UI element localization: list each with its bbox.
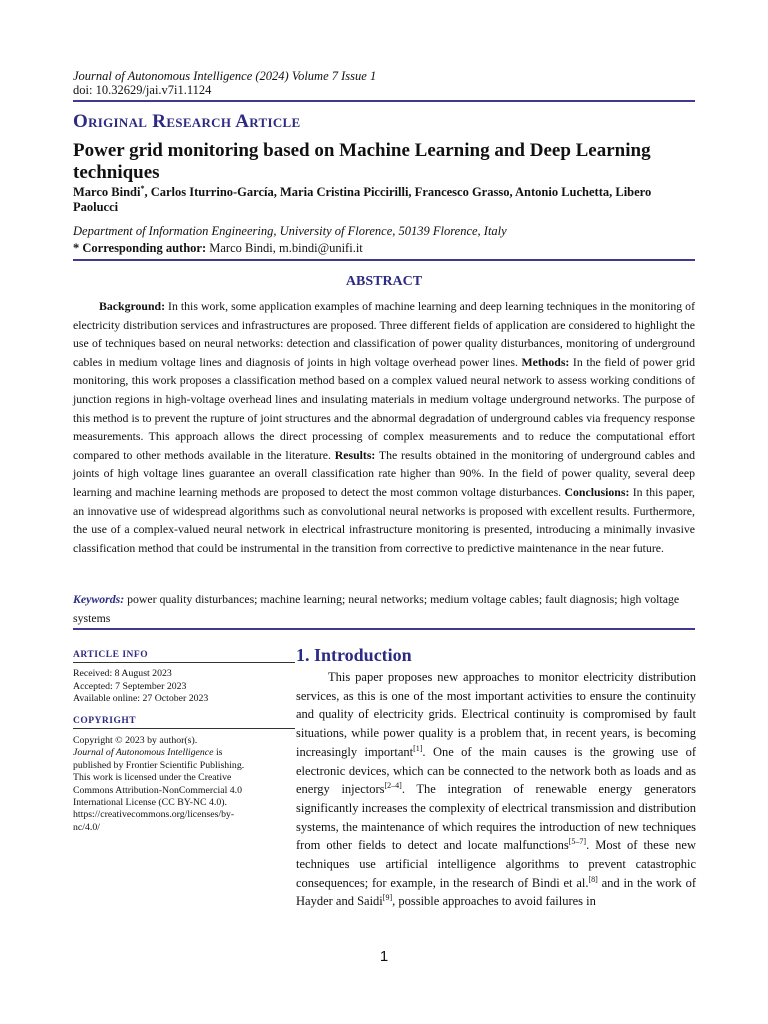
online-date: Available online: 27 October 2023 [73, 693, 209, 704]
copyright-journal: Journal of Autonomous Intelligence [73, 747, 214, 759]
received-date: Received: 8 August 2023 [73, 668, 172, 679]
article-type: Original Research Article [73, 111, 301, 132]
methods-label: Methods: [521, 354, 570, 369]
first-author: Marco Bindi [73, 185, 141, 199]
citation[interactable]: [5–7] [568, 837, 587, 847]
corresponding-author [73, 241, 363, 256]
background-label: Background: [99, 299, 165, 313]
keywords-text: power quality disturbances; machine learning; neural networks; medium voltage cables; fault diagnosis; high voltage systems [73, 592, 680, 625]
corresponding-label: * Corresponding author: [73, 241, 207, 255]
article-info-rule [73, 662, 295, 663]
corresponding-value: Marco Bindi, m.bindi@unifi.it [206, 241, 363, 255]
results-text: The results obtained in the monitoring of underground cables and joints of high voltage lines guarantee an overall classification rate higher than 90%. In the field of power quality, several deep learning and machine learning methods are proposed to detect the most common voltage disturbances. [73, 447, 695, 499]
author-list [73, 185, 695, 215]
title-divider [73, 259, 695, 261]
other-authors: , Carlos Iturrino-García, Maria Cristina Piccirilli, Francesco Grasso, Antonio Luchetta, Libero Paolucci [73, 185, 652, 214]
intro-text: , possible approaches to avoid failures in [392, 894, 596, 909]
conclusions-label: Conclusions: [564, 484, 630, 499]
copyright-text [73, 735, 258, 834]
accepted-date: Accepted: 7 September 2023 [73, 681, 187, 692]
results-label: Results: [334, 447, 376, 462]
affiliation: Department of Information Engineering, University of Florence, 50139 Florence, Italy [73, 224, 507, 238]
copyright-line: Copyright © 2023 by author(s). [73, 735, 198, 746]
citation[interactable]: [2–4] [384, 781, 402, 791]
abstract-divider [73, 628, 695, 630]
abstract-heading: ABSTRACT [345, 274, 423, 289]
header-divider [73, 100, 695, 102]
doi: doi: 10.32629/jai.v7i1.1124 [73, 83, 212, 97]
conclusions-text: In this paper, an innovative use of widespread algorithms such as convolutional neural networks is proposed with excellent results. Furthermore, the use of a complex-valued neural network in electrical infrastructure monitoring is presented, introducing a minimally invasive classification method that could be instrumental in the transition from corrective to predictive maintenance in the near future. [73, 484, 695, 555]
citation[interactable]: [1] [413, 743, 423, 753]
methods-text: In the field of power grid monitoring, this work proposes a classification method based on a complex valued neural network to assess working conditions of junction regions in high-voltage overhead lines and insulating materials in medium voltage underground networks. The purpose of this method is to prevent the rupture of joint structures and the abnormal degradation of underground cables via frequency response measurements. This approach allows the direct processing of complex measurements and to reduce the computational effort compared to other methods available in the literature. [73, 354, 695, 462]
intro-text: . One of the main causes is the growing use of electronic devices, which can be connected to the network both as loads and as energy injectors [296, 744, 696, 797]
background-text: In this work, some application examples of machine learning and deep learning techniques in the monitoring of electricity distribution services and infrastructures are proposed. Three different fields of application are considered to highlight the use of techniques based on neural networks: detection and classification of power quality disturbances, monitoring of underground cables in medium voltage lines and diagnosis of joints in high voltage overhead power lines. [73, 299, 695, 369]
page-number: 1 [379, 948, 389, 965]
journal-line: Journal of Autonomous Intelligence (2024) Volume 7 Issue 1 [73, 69, 377, 83]
citation[interactable]: [9] [382, 893, 393, 903]
intro-text: . The integration of renewable energy generators significantly increases the complexity of electrical transmission and distribution systems, the maintenance of which requires the introduction of new techniques from other fields to detect and locate malfunctions [296, 782, 697, 853]
introduction-heading: 1. Introduction [296, 645, 412, 665]
keywords [73, 590, 695, 627]
intro-text: . Most of these new techniques use artificial intelligence algorithms to prevent catastrophic consequences; for example, in the research of Bindi et al. [296, 838, 697, 890]
copyright-rule [73, 728, 295, 729]
copyright-license: is published by Frontier Scientific Publishing. This work is licensed under the Creative Commons Attribution-NonCommercial 4.0 International License (CC BY-NC 4.0). https://creativecommons.org/licenses/by-nc/4.0/ [73, 747, 245, 833]
article-info-heading: ARTICLE INFO [73, 650, 149, 660]
corresponding-mark: * [140, 183, 145, 193]
copyright-heading: COPYRIGHT [73, 716, 137, 726]
introduction-body [296, 668, 696, 911]
intro-text: This paper proposes new approaches to monitor electricity distribution services, as this is one of the most important activities to ensure the continuity and quality of electricity grids. Electrical continuity is compromised by fault situations, while power quality is a problem that, in recent years, is becoming increasingly important [296, 670, 696, 759]
abstract-body [73, 297, 695, 557]
article-title: Power grid monitoring based on Machine Learning and Deep Learning techniques [73, 140, 651, 183]
citation[interactable]: [8] [588, 874, 598, 884]
intro-text: and in the work of Hayder and Saidi [296, 875, 696, 909]
keywords-label: Keywords: [73, 592, 125, 606]
